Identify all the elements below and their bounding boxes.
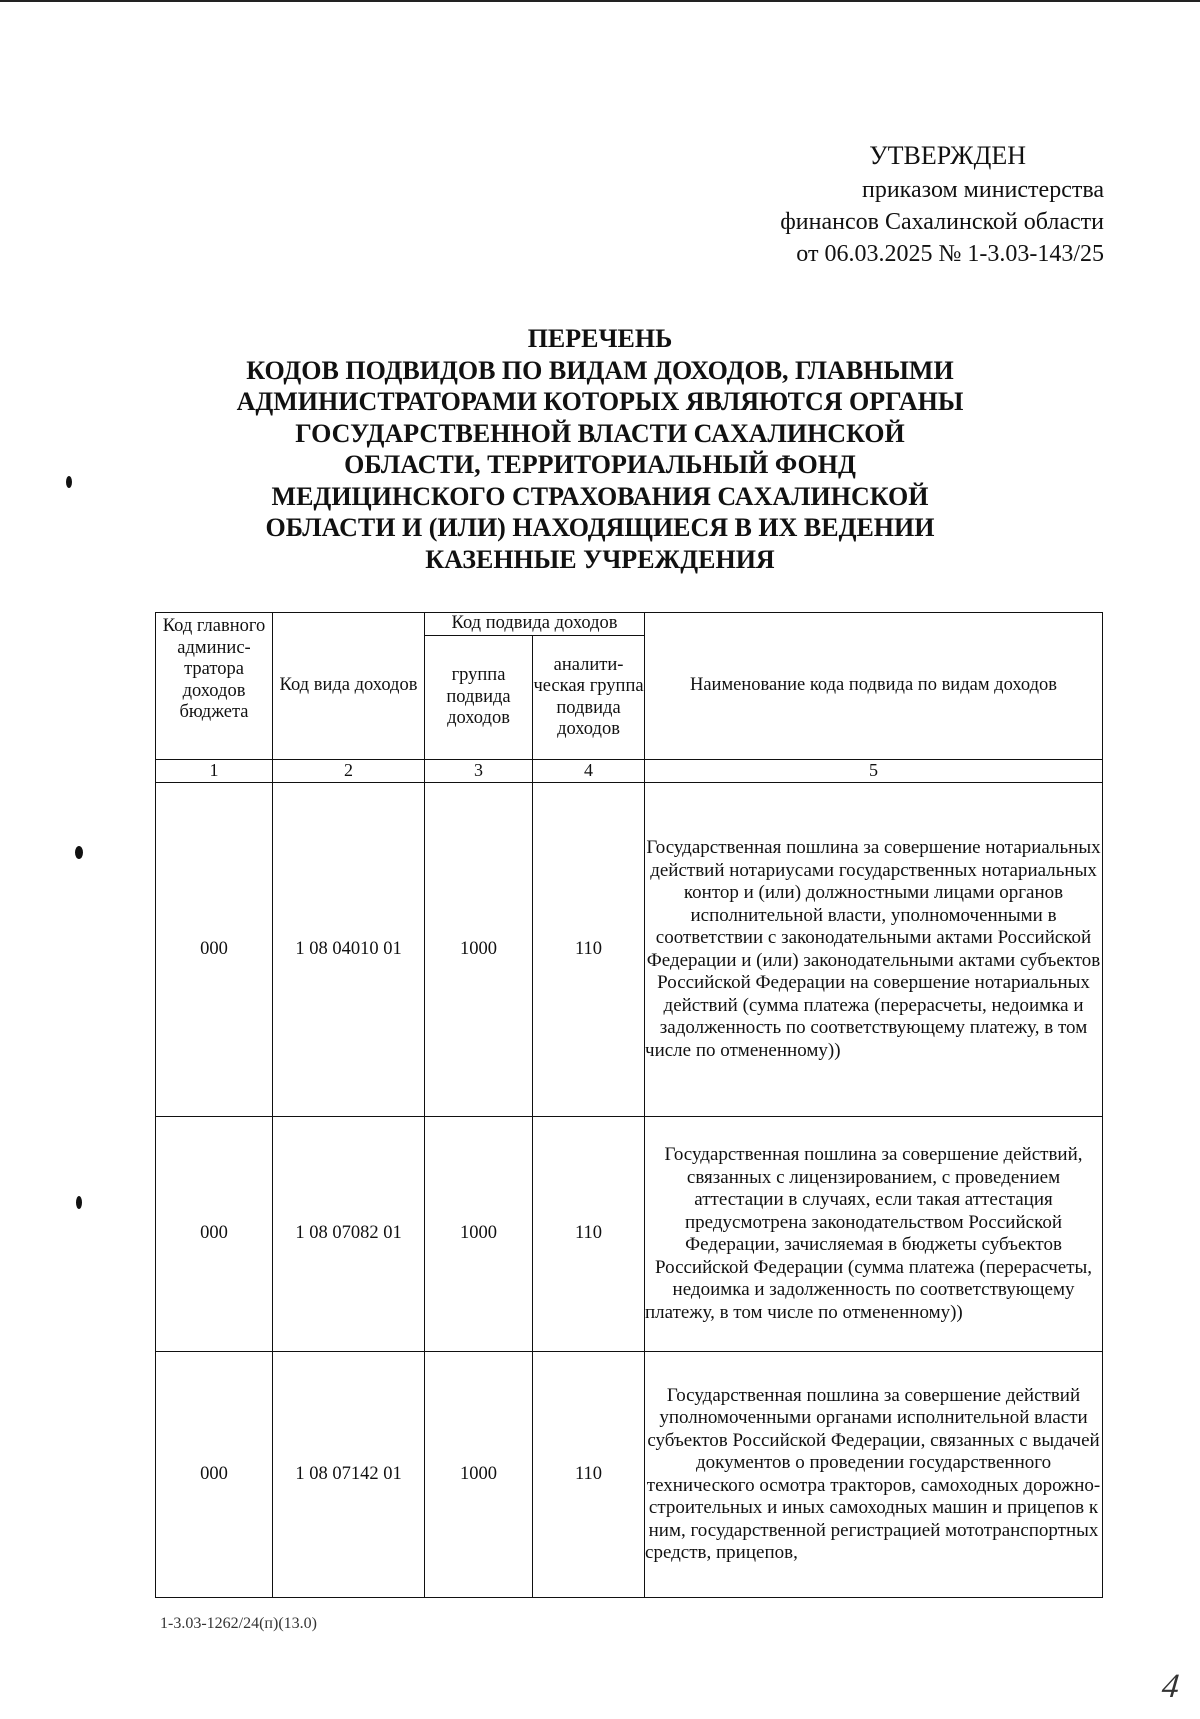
scan-mark: [76, 1196, 82, 1209]
code-name-cell: Государственная пошлина за совершение действий уполномоченными органами исполнительной власти субъектов Российской Федерации, связанных с выдачей документов о проведении государственного технического осмотра тракторов, самоходных дорожно-строительных и иных самоходных машин и прицепов к ним, государственной регистрацией мототранспортных средств, прицепов,: [645, 1352, 1103, 1598]
column-number: 5: [645, 760, 1103, 783]
title-line: ПЕРЕЧЕНЬ: [527, 324, 673, 353]
approval-line: финансов Сахалинской области: [780, 209, 1104, 235]
document-title: [200, 323, 1000, 575]
title-line: КОДОВ ПОДВИДОВ ПО ВИДАМ ДОХОДОВ, ГЛАВНЫМИ: [246, 355, 954, 385]
scan-mark: [75, 846, 83, 859]
column-number: 4: [533, 760, 645, 783]
approval-line: приказом министерства: [861, 177, 1104, 203]
title-line: КАЗЕННЫЕ УЧРЕЖДЕНИЯ: [425, 544, 775, 574]
analytic-group-cell: 110: [533, 783, 645, 1117]
document-footer-code: 1-3.03-1262/24(п)(13.0): [160, 1615, 317, 1632]
header-code-name: Наименование кода подвида по видам доходов: [645, 613, 1103, 760]
page-number: 4: [1160, 1668, 1181, 1705]
title-line: ОБЛАСТИ И (ИЛИ) НАХОДЯЩИЕСЯ В ИХ ВЕДЕНИИ: [265, 513, 935, 542]
header-analytic-group: аналити-ческая группа подвида доходов: [533, 636, 645, 760]
column-number-row: [156, 760, 1103, 783]
scan-top-edge: [0, 0, 1200, 2]
income-code-cell: 1 08 07082 01: [273, 1117, 425, 1352]
approval-heading: УТВЕРЖДЕН: [869, 141, 1026, 170]
column-number: 2: [273, 760, 425, 783]
code-name-cell: Государственная пошлина за совершение нотариальных действий нотариусами государственных нотариальных контор и (или) должностными лицами органов исполнительной власти, уполномоченными в соответствии с законодательными актами Российской Федерации и (или) законодательными актами субъектов Российской Федерации на совершение нотариальных действий (сумма платежа (перерасчеты, недоимка и задолженность по соответствующему платежу, в том числе по отмененному)): [645, 783, 1103, 1117]
title-line: ГОСУДАРСТВЕННОЙ ВЛАСТИ САХАЛИНСКОЙ: [295, 418, 905, 448]
table-row: [156, 1117, 1103, 1352]
header-subtype-group-code: группа подвида доходов: [425, 636, 533, 760]
title-line: ОБЛАСТИ, ТЕРРИТОРИАЛЬНЫЙ ФОНД: [344, 450, 856, 479]
scan-mark: [66, 476, 72, 488]
header-admin-code: Код главного админис-тратора доходов бюджета: [156, 613, 273, 760]
column-number: 1: [156, 760, 273, 783]
group-cell: 1000: [425, 783, 533, 1117]
analytic-group-cell: 110: [533, 1117, 645, 1352]
title-line: МЕДИЦИНСКОГО СТРАХОВАНИЯ САХАЛИНСКОЙ: [271, 481, 929, 511]
table-row: [156, 1352, 1103, 1598]
income-codes-table: [155, 612, 1103, 1598]
income-code-cell: 1 08 04010 01: [273, 783, 425, 1117]
header-subtype-group: Код подвида доходов: [425, 613, 645, 636]
column-number: 3: [425, 760, 533, 783]
approval-line: от 06.03.2025 № 1-3.03-143/25: [796, 241, 1104, 267]
admin-code-cell: 000: [156, 1117, 273, 1352]
table-row: [156, 783, 1103, 1117]
approval-stamp: [684, 140, 1104, 270]
group-cell: 1000: [425, 1352, 533, 1598]
income-code-cell: 1 08 07142 01: [273, 1352, 425, 1598]
admin-code-cell: 000: [156, 783, 273, 1117]
group-cell: 1000: [425, 1117, 533, 1352]
title-line: АДМИНИСТРАТОРАМИ КОТОРЫХ ЯВЛЯЮТСЯ ОРГАНЫ: [236, 387, 964, 416]
code-name-cell: Государственная пошлина за совершение действий, связанных с лицензированием, с проведением аттестации в случаях, если такая аттестация предусмотрена законодательством Российской Федерации, зачисляемая в бюджеты субъектов Российской Федерации (сумма платежа (перерасчеты, недоимка и задолженность по соответствующему платежу, в том числе по отмененному)): [645, 1117, 1103, 1352]
header-income-code: Код вида доходов: [273, 613, 425, 760]
admin-code-cell: 000: [156, 1352, 273, 1598]
analytic-group-cell: 110: [533, 1352, 645, 1598]
